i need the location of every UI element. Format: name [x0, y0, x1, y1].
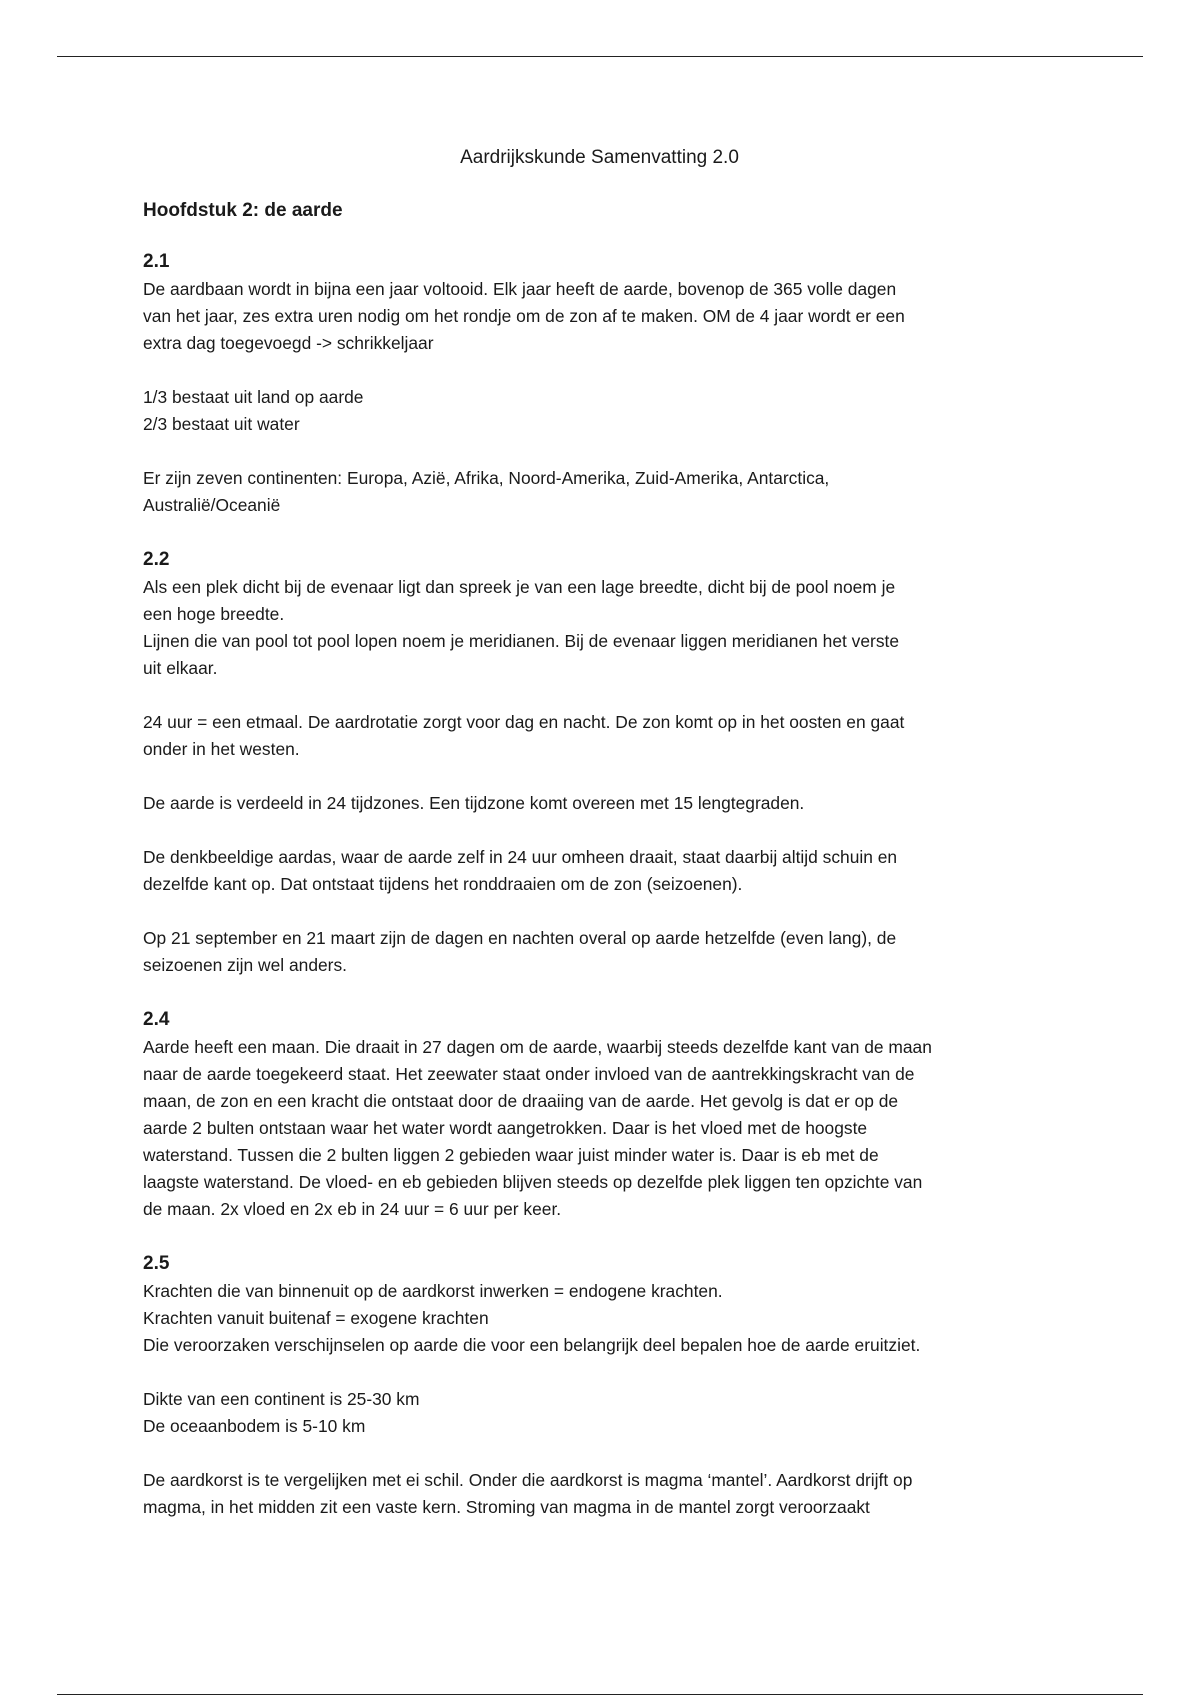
paragraph: Krachten die van binnenuit op de aardkorst inwerken = endogene krachten. Krachten vanuit buitenaf = exogene krachten Die veroorzaken verschijnselen op aarde die voor een belangrijk deel bepalen hoe de aarde eruitziet. — [143, 1281, 921, 1355]
top-rule — [57, 56, 1143, 57]
paragraph: De aardbaan wordt in bijna een jaar voltooid. Elk jaar heeft de aarde, bovenop de 365 volle dagen van het jaar, zes extra uren nodig om het rondje om de zon af te maken. OM de 4 jaar wordt er een extra dag toegevoegd -> schrikkeljaar — [143, 279, 905, 353]
chapter-heading: Hoofdstuk 2: de aarde — [143, 200, 343, 221]
section-heading: 2.5 — [143, 1253, 170, 1274]
section-2-1 — [143, 248, 1073, 519]
document-title: Aardrijkskunde Samenvatting 2.0 — [460, 147, 739, 168]
paragraph: Als een plek dicht bij de evenaar ligt dan spreek je van een lage breedte, dicht bij de pool noem je een hoge breedte. Lijnen die van pool tot pool lopen noem je meridianen. Bij de evenaar liggen meridianen het verste uit elkaar. — [143, 577, 900, 678]
section-heading: 2.4 — [143, 1009, 170, 1030]
paragraph: Aarde heeft een maan. Die draait in 27 dagen om de aarde, waarbij steeds dezelfde kant van de maan naar de aarde toegekeerd staat. Het zeewater staat onder invloed van de aantrekkingskracht van de maan, de zon en een kracht die ontstaat door de draaiing van de aarde. Het gevolg is dat er op de aarde 2 bulten ontstaan waar het water wordt aangetrokken. Daar is het vloed met de hoogste waterstand. Tussen die 2 bulten liggen 2 gebieden waar juist minder water is. Daar is eb met de laagste waterstand. De vloed- en eb gebieden blijven steeds op dezelfde plek liggen ten opzichte van de maan. 2x vloed en 2x eb in 24 uur = 6 uur per keer. — [143, 1037, 932, 1219]
section-2-2 — [143, 546, 1073, 979]
section-heading: 2.2 — [143, 549, 170, 570]
paragraph: Er zijn zeven continenten: Europa, Azië, Afrika, Noord-Amerika, Zuid-Amerika, Antarctica, Australië/Oceanië — [143, 468, 830, 515]
bottom-rule — [57, 1694, 1143, 1695]
paragraph: De aarde is verdeeld in 24 tijdzones. Een tijdzone komt overeen met 15 lengtegraden. — [143, 793, 805, 813]
document-body — [143, 140, 1073, 1521]
paragraph: De denkbeeldige aardas, waar de aarde zelf in 24 uur omheen draait, staat daarbij altijd schuin en dezelfde kant op. Dat ontstaat tijdens het ronddraaien om de zon (seizoenen). — [143, 847, 898, 894]
paragraph: De aardkorst is te vergelijken met ei schil. Onder die aardkorst is magma ‘mantel’. Aardkorst drijft op magma, in het midden zit een vaste kern. Stroming van magma in de mantel zorgt veroorzaakt — [143, 1470, 913, 1517]
section-heading: 2.1 — [143, 251, 170, 272]
section-2-4 — [143, 1006, 1073, 1223]
paragraph: Dikte van een continent is 25-30 km De oceaanbodem is 5-10 km — [143, 1389, 420, 1436]
section-2-5 — [143, 1250, 1073, 1521]
paragraph: 1/3 bestaat uit land op aarde 2/3 bestaat uit water — [143, 387, 364, 434]
paragraph: Op 21 september en 21 maart zijn de dagen en nachten overal op aarde hetzelfde (even lang), de seizoenen zijn wel anders. — [143, 928, 897, 975]
paragraph: 24 uur = een etmaal. De aardrotatie zorgt voor dag en nacht. De zon komt op in het oosten en gaat onder in het westen. — [143, 712, 905, 759]
